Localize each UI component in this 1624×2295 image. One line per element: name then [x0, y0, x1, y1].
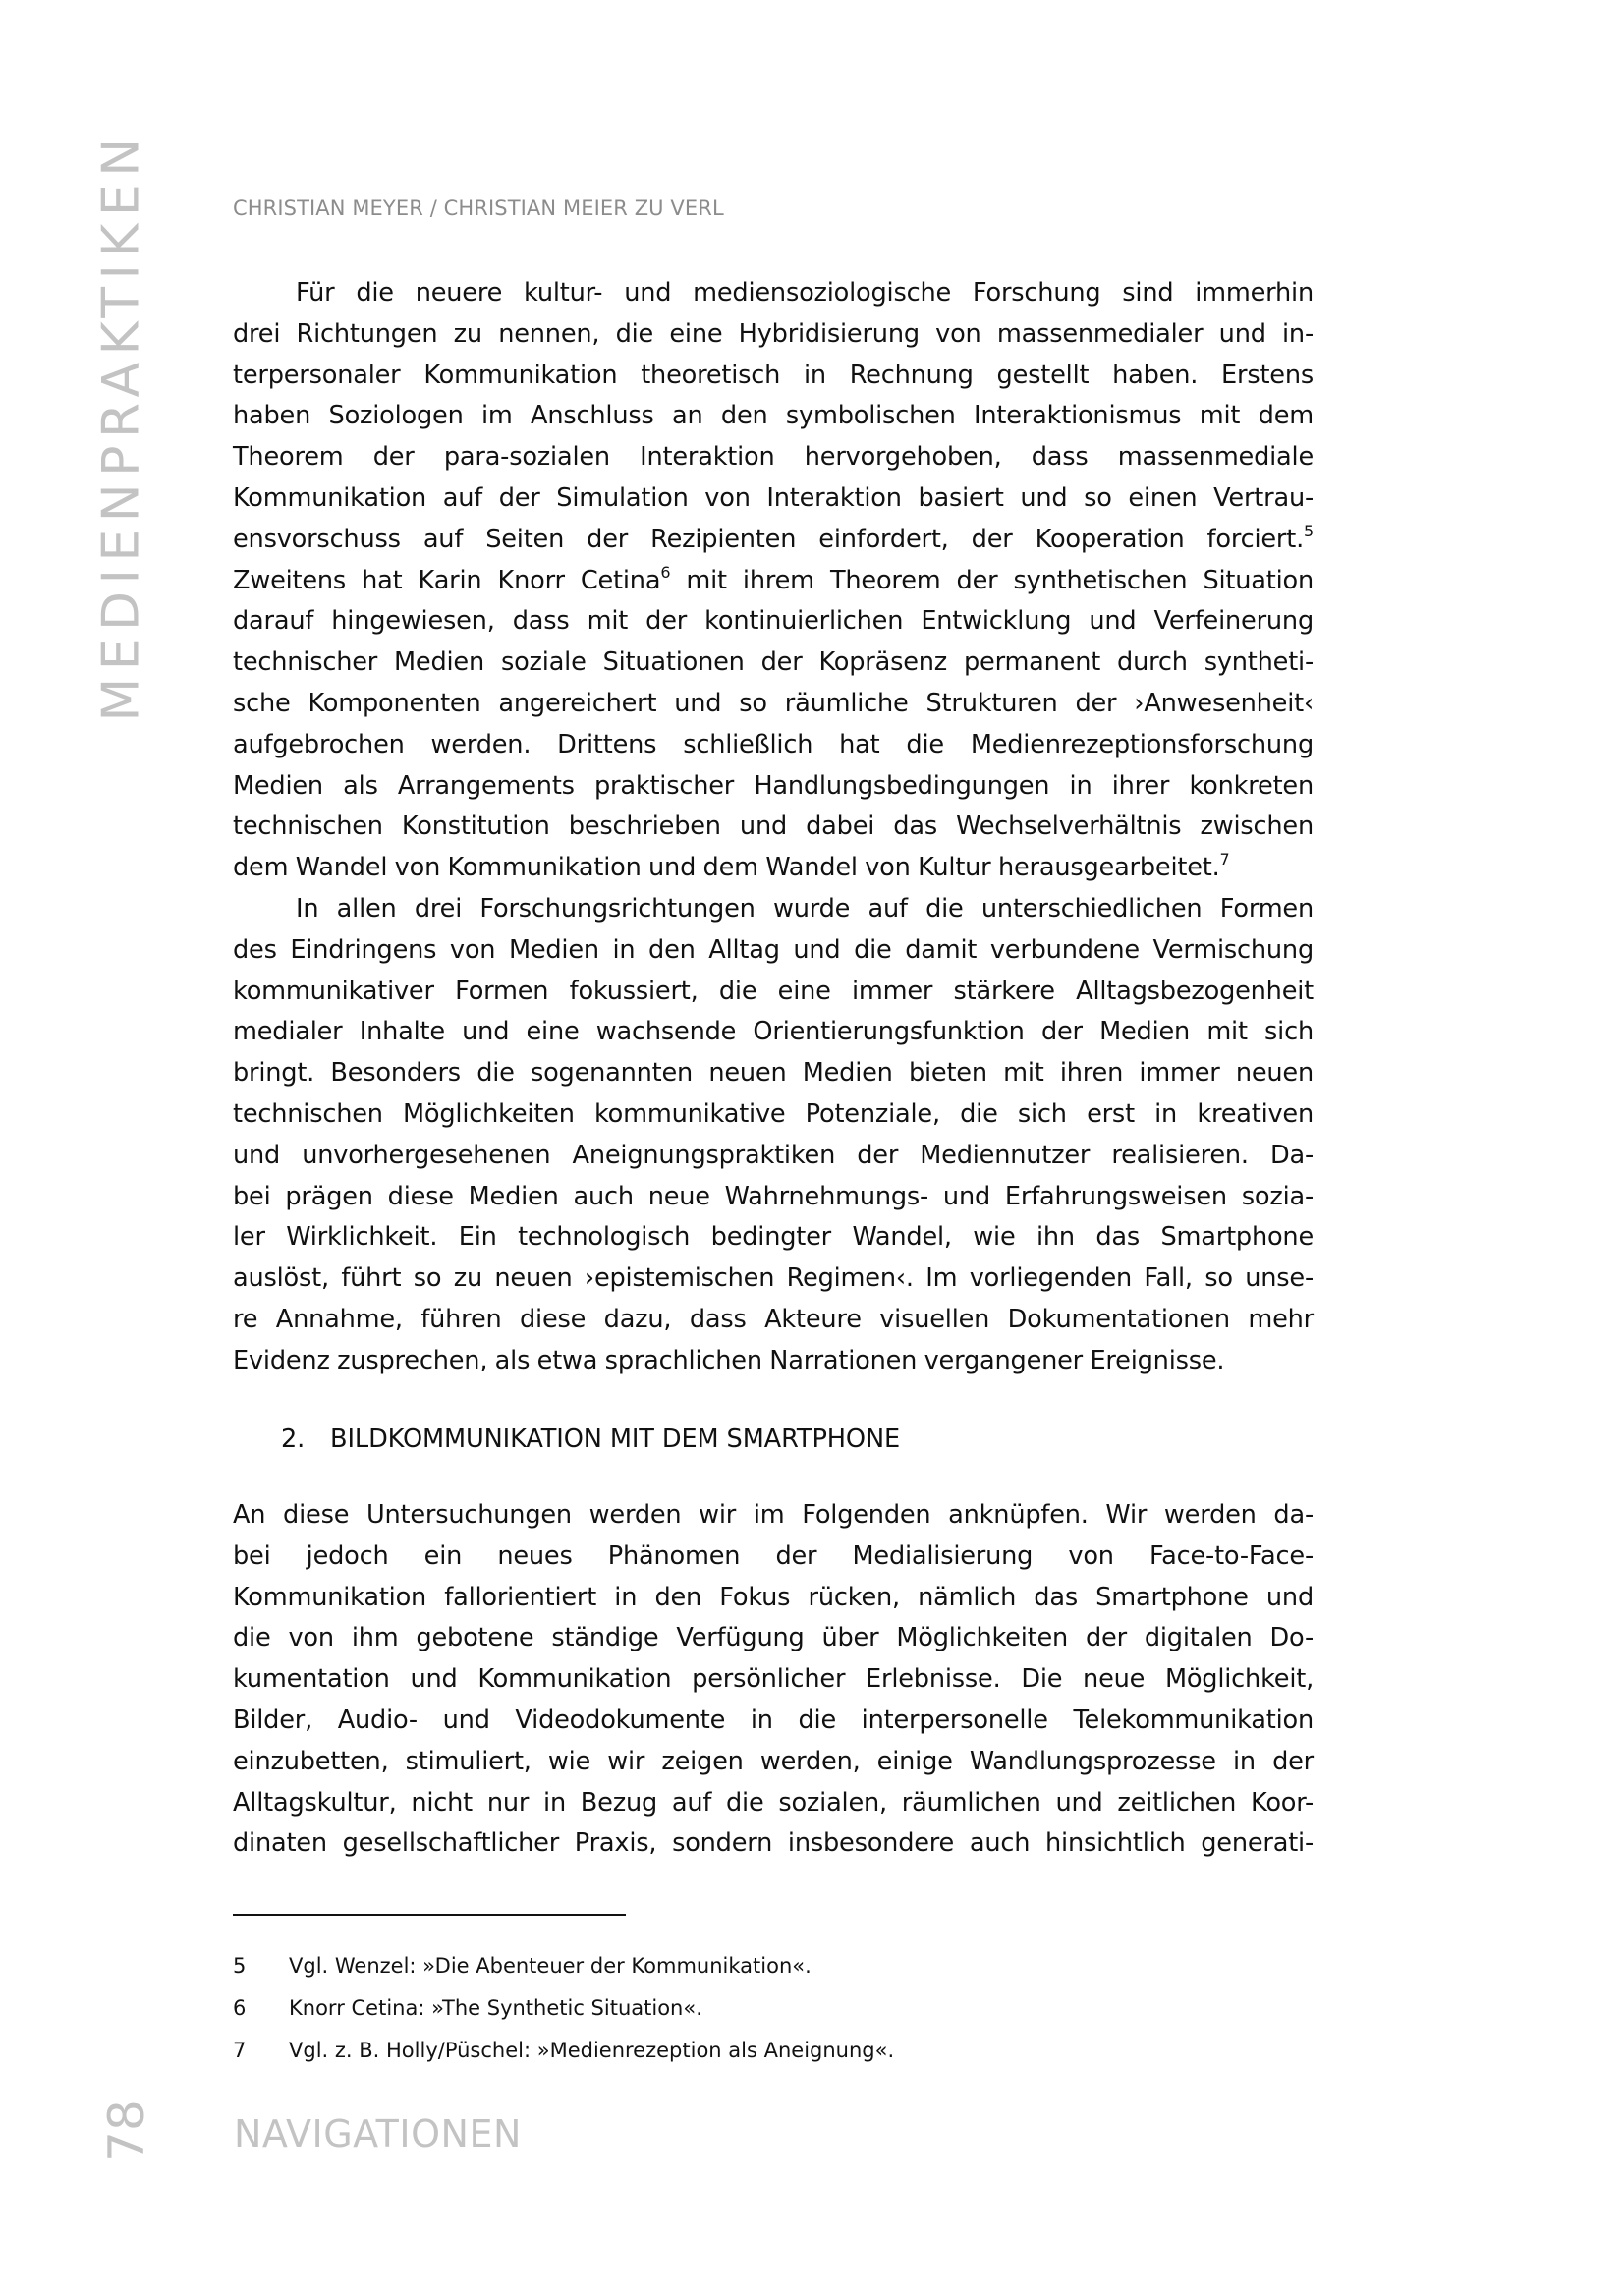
- paragraph-3: [233, 1495, 1314, 1865]
- text-line: medialer Inhalte und eine wachsende Orientierungsfunktion der Medien mit sich: [233, 1017, 1314, 1047]
- footnote-text: Knorr Cetina: »The Synthetic Situation«.: [289, 1996, 702, 2020]
- text-line: die von ihm gebotene ständige Verfügung über Möglichkeiten der digitalen Do-: [233, 1623, 1314, 1653]
- footnote-text: Vgl. Wenzel: »Die Abenteuer der Kommunikation«.: [289, 1954, 812, 1978]
- text-line: bei prägen diese Medien auch neue Wahrnehmungs- und Erfahrungsweisen sozia-: [233, 1181, 1314, 1211]
- text-line: technischer Medien soziale Situationen der Kopräsenz permanent durch syntheti-: [233, 647, 1314, 678]
- text-line: terpersonaler Kommunikation theoretisch in Rechnung gestellt haben. Erstens: [233, 360, 1314, 390]
- section-heading: [281, 1425, 900, 1454]
- text-fragment: mit ihrem Theorem der synthetischen Situation: [670, 565, 1314, 595]
- text-line: bringt. Besonders die sogenannten neuen Medien bieten mit ihren immer neuen: [233, 1058, 1314, 1089]
- text-line: aufgebrochen werden. Drittens schließlich hat die Medienrezeptionsforschung: [233, 729, 1314, 759]
- text-line: haben Soziologen im Anschluss an den symbolischen Interaktionismus mit dem: [233, 401, 1314, 431]
- paragraph-2: [233, 889, 1314, 1382]
- text-line: Für die neuere kultur- und mediensoziologische Forschung sind immerhin: [296, 278, 1314, 308]
- text-fragment: Zweitens hat Karin Knorr Cetina: [233, 565, 661, 595]
- section-title: BILDKOMMUNIKATION MIT DEM SMARTPHONE: [330, 1425, 901, 1454]
- text-line: darauf hingewiesen, dass mit der kontinuierlichen Entwicklung und Verfeinerung: [233, 606, 1314, 637]
- footnote-number: 7: [233, 2039, 247, 2062]
- vertical-book-title: [92, 131, 152, 722]
- text-line: des Eindringens von Medien in den Alltag und die damit verbundene Vermischung: [233, 934, 1314, 965]
- text-line: Evidenz zusprechen, als etwa sprachlichen Narrationen vergangener Ereignisse.: [233, 1345, 1225, 1375]
- footnote-separator: [233, 1914, 626, 1916]
- text-line-with-footnote-7: [233, 848, 1314, 889]
- text-fragment: ensvorschuss auf Seiten der Rezipienten einfordert, der Kooperation forciert.: [233, 524, 1305, 554]
- text-line-with-footnote-5: [233, 520, 1314, 561]
- text-line: bei jedoch ein neues Phänomen der Medialisierung von Face-to-Face-: [233, 1540, 1314, 1571]
- running-head-authors: CHRISTIAN MEYER / CHRISTIAN MEIER ZU VERL: [233, 196, 724, 220]
- footnote-5: [233, 1945, 894, 1987]
- text-line: einzubetten, stimuliert, wie wir zeigen werden, einige Wandlungsprozesse in der: [233, 1746, 1314, 1776]
- text-line-with-footnote-6: [233, 561, 1314, 602]
- text-line: Theorem der para-sozialen Interaktion hervorgehoben, dass massenmediale: [233, 442, 1314, 473]
- text-line: sche Komponenten angereichert und so räumliche Strukturen der ›Anwesenheit‹: [233, 688, 1314, 718]
- footnote-text: Vgl. z. B. Holly/Püschel: »Medienrezeption als Aneignung«.: [289, 2039, 895, 2062]
- section-number: 2.: [281, 1425, 306, 1454]
- footnotes: [233, 1945, 894, 2072]
- text-line: auslöst, führt so zu neuen ›epistemischen Regimen‹. Im vorliegenden Fall, so unse-: [233, 1263, 1314, 1294]
- text-line: Bilder, Audio- und Videodokumente in die interpersonelle Telekommunikation: [233, 1705, 1314, 1735]
- footnote-6: [233, 1987, 894, 2030]
- text-line: und unvorhergesehenen Aneignungspraktiken der Mediennutzer realisieren. Da-: [233, 1140, 1314, 1170]
- footnote-7: [233, 2030, 894, 2072]
- page-number-text: 78: [98, 2099, 155, 2162]
- text-line: ler Wirklichkeit. Ein technologisch bedingter Wandel, wie ihn das Smartphone: [233, 1222, 1314, 1253]
- footnote-number: 6: [233, 1996, 247, 2020]
- text-line: Kommunikation auf der Simulation von Interaktion basiert und so einen Vertrau-: [233, 482, 1314, 513]
- footnote-ref-6[interactable]: 6: [660, 562, 671, 582]
- text-line: In allen drei Forschungsrichtungen wurde auf die unterschiedlichen Formen: [296, 894, 1314, 924]
- text-line: re Annahme, führen diese dazu, dass Akteure visuellen Dokumentationen mehr: [233, 1304, 1314, 1334]
- text-line: Alltagskultur, nicht nur in Bezug auf die sozialen, räumlichen und zeitlichen Koor-: [233, 1787, 1314, 1818]
- text-line: Medien als Arrangements praktischer Handlungsbedingungen in ihrer konkreten: [233, 770, 1314, 801]
- text-fragment: dem Wandel von Kommunikation und dem Wandel von Kultur herausgearbeitet.: [233, 853, 1220, 883]
- text-line: An diese Untersuchungen werden wir im Folgenden anknüpfen. Wir werden da-: [233, 1500, 1314, 1530]
- text-line: technischen Konstitution beschrieben und dabei das Wechselverhältnis zwischen: [233, 812, 1314, 842]
- text-line: dinaten gesellschaftlicher Praxis, sondern insbesondere auch hinsichtlich generati-: [233, 1828, 1314, 1859]
- footnote-number: 5: [233, 1954, 247, 1978]
- side-title-text: MEDIENPRAKTIKEN: [92, 131, 152, 722]
- text-line: drei Richtungen zu nennen, die eine Hybridisierung von massenmedialer und in-: [233, 318, 1314, 349]
- text-line: kommunikativer Formen fokussiert, die eine immer stärkere Alltagsbezogenheit: [233, 976, 1314, 1006]
- footnote-ref-5[interactable]: 5: [1304, 521, 1314, 540]
- text-line: technischen Möglichkeiten kommunikative Potenziale, die sich erst in kreativen: [233, 1098, 1314, 1129]
- paragraph-1: [233, 273, 1314, 889]
- text-line: Kommunikation fallorientiert in den Fokus rücken, nämlich das Smartphone und: [233, 1582, 1314, 1612]
- bottom-section-label: NAVIGATIONEN: [234, 2112, 522, 2155]
- footnote-ref-7[interactable]: 7: [1219, 850, 1230, 869]
- page-number: [98, 2099, 155, 2162]
- text-line: kumentation und Kommunikation persönlicher Erlebnisse. Die neue Möglichkeit,: [233, 1664, 1314, 1695]
